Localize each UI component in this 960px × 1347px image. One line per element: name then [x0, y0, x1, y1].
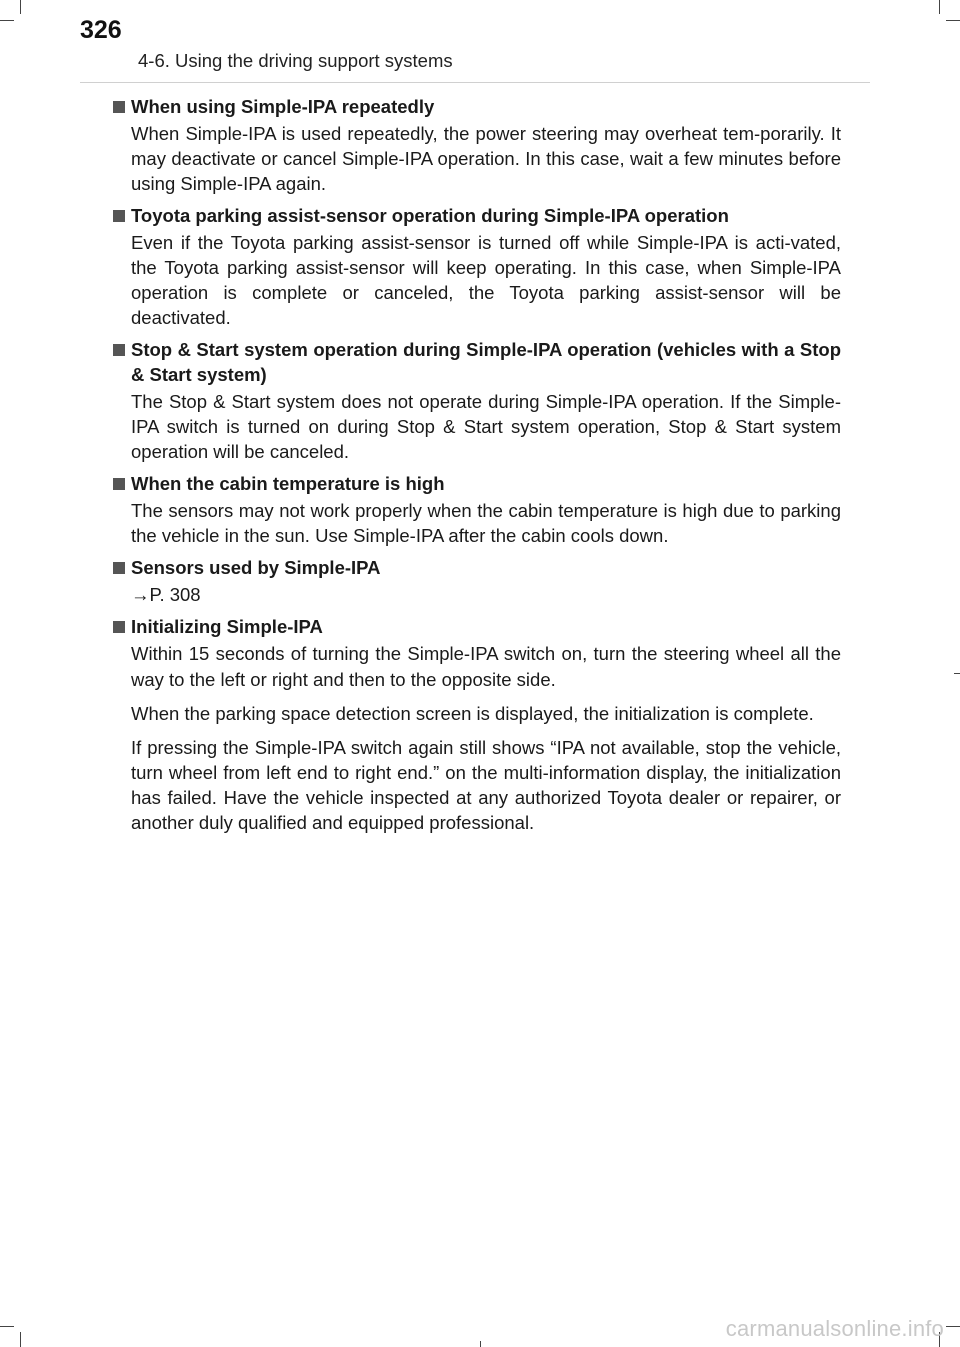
section-heading: [111, 555, 841, 580]
section-heading: [111, 94, 841, 119]
section-parking-assist-sensor: [111, 203, 841, 330]
watermark: carmanualsonline.info: [725, 1316, 944, 1341]
square-bullet-icon: [113, 621, 125, 633]
section-paragraph: The Stop & Start system does not operate during Simple-IPA operation. If the Simple-IPA switch is turned on during Stop & Start system operation, Stop & Start system operation will be canceled.: [131, 391, 841, 462]
section-heading-text: Stop & Start system operation during Simple-IPA operation (vehicles with a Stop & Start system): [131, 339, 841, 385]
page-number: 326: [80, 16, 122, 44]
section-heading: [111, 203, 841, 228]
section-paragraph: When Simple-IPA is used repeatedly, the power steering may overheat tem-porarily. It may deactivate or cancel Simple-IPA operation. In this case, wait a few minutes before using Simple-IPA again.: [131, 123, 841, 194]
section-heading-text: Sensors used by Simple-IPA: [131, 557, 381, 578]
section-heading: [111, 614, 841, 639]
square-bullet-icon: [113, 101, 125, 113]
section-sensors-used: [111, 555, 841, 607]
square-bullet-icon: [113, 210, 125, 222]
section-paragraph: Within 15 seconds of turning the Simple-IPA switch on, turn the steering wheel all the way to the left or right and then to the opposite side.: [131, 643, 841, 690]
section-heading: [111, 471, 841, 496]
crop-mark: [480, 1341, 481, 1347]
section-heading-text: When using Simple-IPA repeatedly: [131, 96, 435, 117]
section-heading-text: Toyota parking assist-sensor operation during Simple-IPA operation: [131, 205, 729, 226]
section-heading-text: Initializing Simple-IPA: [131, 616, 323, 637]
page-reference-link[interactable]: →P. 308: [131, 584, 201, 605]
section-paragraph: The sensors may not work properly when the cabin temperature is high due to parking the vehicle in the sun. Use Simple-IPA after the cabin cools down.: [131, 500, 841, 546]
crop-mark: [0, 20, 14, 21]
crop-mark: [954, 673, 960, 674]
section-cabin-temperature: [111, 471, 841, 548]
square-bullet-icon: [113, 344, 125, 356]
crop-mark: [0, 1326, 14, 1327]
chapter-title: 4-6. Using the driving support systems: [138, 50, 453, 71]
section-heading: [111, 337, 841, 387]
crop-mark: [20, 0, 21, 14]
section-paragraph: Even if the Toyota parking assist-sensor is turned off while Simple-IPA is acti-vated, the Toyota parking assist-sensor will keep operating. In this case, when Simple-IPA operation is complete or canceled, the Toyota parking assist-sensor will be deactivated.: [131, 232, 841, 328]
section-paragraph: If pressing the Simple-IPA switch again still shows “IPA not available, stop the vehicle, turn wheel from left end to right end.” on the multi-information display, the initialization has failed. Have the vehicle inspected at any authorized Toyota dealer or repairer, or another duly qualified and equipped professional.: [131, 737, 841, 833]
square-bullet-icon: [113, 478, 125, 490]
section-paragraph: When the parking space detection screen is displayed, the initialization is complete.: [131, 703, 814, 724]
crop-mark: [946, 20, 960, 21]
section-initializing: [111, 614, 841, 835]
section-heading-text: When the cabin temperature is high: [131, 473, 445, 494]
section-stop-start: [111, 337, 841, 464]
crop-mark: [939, 0, 940, 14]
page-content: [111, 94, 841, 842]
header-divider: [80, 82, 870, 83]
square-bullet-icon: [113, 562, 125, 574]
crop-mark: [20, 1332, 21, 1347]
section-simple-ipa-repeated: [111, 94, 841, 196]
crop-mark: [946, 1326, 960, 1327]
